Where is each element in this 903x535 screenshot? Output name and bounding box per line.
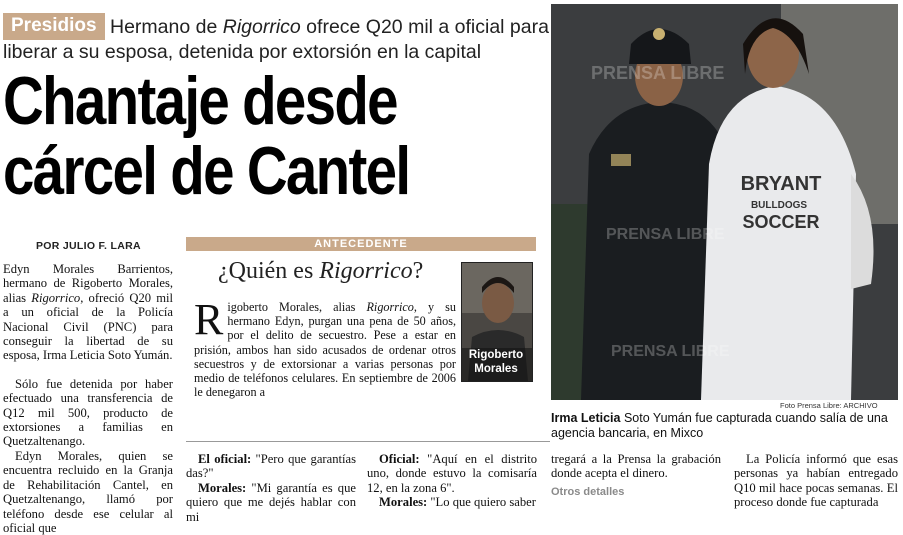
dialog-line: Morales: "Mi garantía es que quiero que me dejés hablar con mi — [186, 480, 356, 524]
sidebar-title: ¿Quién es Rigorrico? — [218, 258, 424, 284]
headline-line-2: cárcel de Cantel — [3, 133, 410, 209]
shirt-text-1: BRYANT — [740, 173, 822, 195]
watermark: PRENSA LIBRE — [611, 343, 730, 360]
photo-credit: Foto Prensa Libre: ARCHIVO — [780, 401, 878, 410]
byline: POR JULIO F. LARA — [36, 240, 141, 252]
article-paragraph-1: Edyn Morales Barrientos, hermano de Rigoberto Morales, alias Rigorrico, ofreció Q20 mil a un oficial de la Policía Nacional Civil (PNC) para conseguir la libertad de su esposa, Irma Leticia Soto Yumán. — [3, 262, 173, 363]
divider — [186, 441, 550, 442]
column-4-text: La Policía informó que esas personas ya habían entregado Q10 mil hace pocas semanas. El proceso donde fue capturada — [734, 452, 898, 510]
kicker-line-2: liberar a su esposa, detenida por extorsión en la capital — [3, 41, 482, 63]
shirt-text-3: SOCCER — [742, 212, 820, 232]
watermark: PRENSA LIBRE — [606, 226, 725, 243]
photo-caption: Irma Leticia Soto Yumán fue capturada cuando salía de una agencia bancaria, en Mixco — [551, 411, 888, 440]
dialog-line: El oficial: "Pero que garantías das?" — [186, 452, 356, 481]
dialog-column-2 — [367, 452, 537, 510]
subhead: Otros detalles — [551, 485, 625, 498]
dialog-line: Oficial: "Aquí en el distrito uno, donde estuvo la comisaría 12, en la zona 6". — [367, 452, 537, 495]
article-column-3 — [551, 452, 721, 499]
photo-image — [551, 4, 898, 400]
kicker-line-1: Hermano de Rigorrico ofrece Q20 mil a oficial para — [110, 16, 549, 38]
shirt-text-2: BULLDOGS — [750, 200, 808, 211]
portrait-caption — [461, 348, 531, 376]
article-paragraph-2: Sólo fue detenida por haber efectuado una transferencia de Q12 mil 500, producto de extorsiones a familias en Quetzaltenango. — [3, 376, 173, 449]
article-column-1 — [3, 262, 173, 535]
sidebar-banner: ANTECEDENTE — [186, 237, 536, 251]
article-paragraph-3: Edyn Morales, quien se encuentra recluido en la Granja de Rehabilitación Cantel, en Quetzaltenango, llamó por teléfono desde ese celular al oficial que — [3, 448, 173, 535]
portrait-name-line-1: Rigoberto — [468, 349, 524, 361]
main-photo — [551, 4, 898, 400]
dialog-line: Morales: "Lo que quiero saber — [379, 495, 536, 510]
article-column-4 — [734, 452, 898, 510]
portrait-name-line-2: Morales — [474, 363, 518, 375]
watermark: PRENSA LIBRE — [591, 63, 725, 83]
dialog-column-1 — [186, 452, 356, 524]
drop-cap: R — [194, 295, 224, 344]
section-tag: Presidios — [3, 13, 105, 40]
headline — [3, 63, 455, 209]
column-3-text: tregará a la Prensa la grabación donde acepta el dinero. — [551, 452, 721, 481]
headline-line-1: Chantaje desde — [3, 63, 397, 139]
sidebar-body: Rigoberto Morales, alias Rigorrico, y su hermano Edyn, purgan una pena de 50 años, por el delito de secuestro. Pese a estar en prisión, ambos han sido acusados de ordenar otros secuestros y de extorsionar a varias personas por medio de teléfonos celulares. En septiembre de 2006 le denegaron a — [194, 295, 456, 400]
